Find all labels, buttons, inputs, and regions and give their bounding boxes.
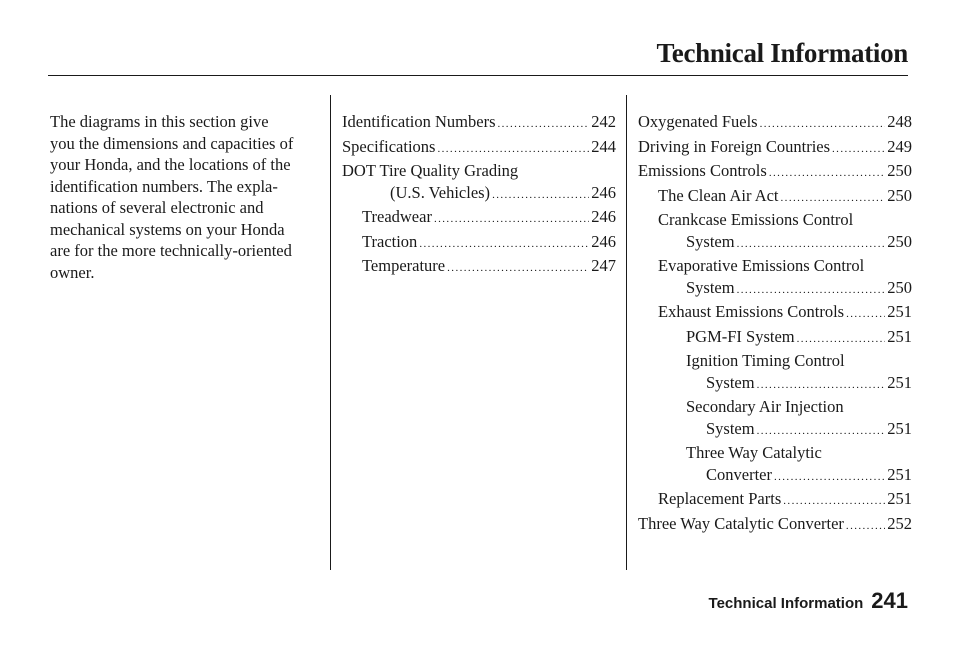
dot-leader bbox=[846, 516, 885, 538]
toc-entry-ignition-system[interactable] bbox=[638, 372, 912, 397]
toc-page-number: 249 bbox=[887, 136, 912, 156]
toc-page-number: 248 bbox=[887, 112, 912, 131]
toc-entry-label: Treadwear bbox=[362, 207, 432, 226]
dot-leader bbox=[757, 375, 886, 397]
toc-entry-label: Temperature bbox=[362, 256, 446, 275]
toc-heading-dot-tire-grading: DOT Tire Quality Grading bbox=[342, 161, 519, 180]
intro-line: mechanical systems on your Honda bbox=[50, 219, 285, 239]
toc-page-number: 251 bbox=[887, 302, 912, 321]
toc-heading-crankcase: Crankcase Emissions Control bbox=[658, 210, 854, 229]
toc-entry-clean-air-act[interactable] bbox=[638, 185, 912, 210]
toc-heading-three-way: Three Way Catalytic bbox=[686, 443, 822, 462]
intro-line: identification numbers. The expla- bbox=[50, 176, 278, 196]
toc-entry-label: System bbox=[686, 231, 735, 251]
toc-entry-label: PGM-FI System bbox=[686, 326, 795, 346]
toc-entry-oxygenated-fuels[interactable] bbox=[638, 111, 912, 136]
toc-entry-label: The Clean Air Act bbox=[658, 185, 779, 205]
dot-leader bbox=[492, 185, 589, 207]
column-divider bbox=[330, 95, 331, 570]
toc-entry-label: System bbox=[686, 277, 735, 297]
toc-entry-specifications[interactable] bbox=[342, 136, 616, 161]
toc-entry-label: Traction bbox=[362, 231, 418, 251]
toc-page-number: 250 bbox=[887, 161, 912, 180]
dot-leader bbox=[774, 467, 885, 489]
toc-entry-pgm-fi[interactable] bbox=[638, 326, 912, 351]
intro-line: nations of several electronic and bbox=[50, 198, 264, 217]
dot-leader bbox=[437, 139, 589, 161]
toc-heading-evaporative: Evaporative Emissions Control bbox=[658, 256, 865, 275]
toc-entry-crankcase-system[interactable] bbox=[638, 231, 912, 256]
toc-entry-label: (U.S. Vehicles) bbox=[390, 182, 491, 202]
toc-heading-ignition-timing: Ignition Timing Control bbox=[686, 351, 845, 370]
toc-entry-label: Replacement Parts bbox=[658, 489, 782, 508]
toc-entry-replacement-parts[interactable] bbox=[638, 488, 912, 513]
dot-leader bbox=[737, 280, 886, 302]
toc-entry-treadwear[interactable] bbox=[342, 206, 616, 231]
column-divider bbox=[626, 95, 627, 570]
toc-entry-evaporative-system[interactable] bbox=[638, 277, 912, 302]
dot-leader bbox=[757, 421, 886, 443]
dot-leader bbox=[797, 329, 886, 351]
page-footer bbox=[709, 588, 908, 614]
toc-page-number: 244 bbox=[591, 136, 616, 156]
toc-entry-driving-foreign[interactable] bbox=[638, 136, 912, 161]
dot-leader bbox=[783, 491, 885, 513]
toc-entry-label: Exhaust Emissions Controls bbox=[658, 302, 845, 321]
toc-entry-converter[interactable] bbox=[638, 464, 912, 489]
toc-page-number: 250 bbox=[887, 185, 912, 205]
toc-entry-temperature[interactable] bbox=[342, 255, 616, 280]
toc-page-number: 247 bbox=[591, 256, 616, 275]
toc-page-number: 246 bbox=[591, 207, 616, 226]
dot-leader bbox=[419, 234, 589, 256]
toc-page-number: 251 bbox=[887, 464, 912, 484]
dot-leader bbox=[832, 139, 885, 161]
toc-page-number: 251 bbox=[887, 418, 912, 438]
toc-entry-label: Three Way Catalytic Converter bbox=[638, 513, 844, 533]
toc-entry-exhaust-emissions[interactable] bbox=[638, 301, 912, 326]
toc-entry-label: Converter bbox=[706, 464, 772, 484]
toc-entry-label: Oxygenated Fuels bbox=[638, 112, 758, 131]
page-title: Technical Information bbox=[656, 38, 908, 68]
intro-line: The diagrams in this section give bbox=[50, 112, 269, 131]
toc-page-number: 250 bbox=[887, 277, 912, 297]
dot-leader bbox=[846, 304, 885, 326]
toc-column-2 bbox=[638, 111, 912, 537]
toc-page-number: 251 bbox=[887, 372, 912, 392]
toc-entry-label: Specifications bbox=[342, 136, 436, 156]
toc-page-number: 251 bbox=[887, 489, 912, 508]
footer-page-number: 241 bbox=[871, 588, 908, 613]
toc-page-number: 246 bbox=[591, 231, 616, 251]
dot-leader bbox=[760, 114, 886, 136]
toc-entry-label: System bbox=[706, 372, 755, 392]
footer-section-title: Technical Information bbox=[708, 595, 864, 612]
toc-page-number: 251 bbox=[887, 326, 912, 346]
toc-page-number: 250 bbox=[887, 231, 912, 251]
toc-entry-label: Driving in Foreign Countries bbox=[638, 136, 831, 156]
dot-leader bbox=[447, 258, 589, 280]
toc-entry-label: Identification Numbers bbox=[342, 112, 496, 131]
toc-entry-traction[interactable] bbox=[342, 231, 616, 256]
toc-page-number: 246 bbox=[591, 182, 616, 202]
toc-entry-label: System bbox=[706, 418, 755, 438]
intro-paragraph bbox=[50, 111, 318, 283]
toc-entry-us-vehicles[interactable] bbox=[342, 182, 616, 207]
toc-entry-label: Emissions Controls bbox=[638, 161, 767, 180]
toc-column-1 bbox=[342, 111, 616, 280]
intro-line: are for the more technically-oriented bbox=[50, 241, 292, 260]
dot-leader bbox=[769, 163, 885, 185]
dot-leader bbox=[737, 234, 886, 256]
toc-heading-secondary-air: Secondary Air Injection bbox=[686, 397, 844, 416]
toc-entry-emissions-controls[interactable] bbox=[638, 160, 912, 185]
toc-entry-identification-numbers[interactable] bbox=[342, 111, 616, 136]
dot-leader bbox=[781, 188, 886, 210]
dot-leader bbox=[434, 209, 589, 231]
header-rule bbox=[48, 75, 908, 76]
dot-leader bbox=[498, 114, 590, 136]
intro-line: owner. bbox=[50, 262, 95, 282]
toc-page-number: 252 bbox=[887, 513, 912, 533]
toc-entry-secondary-air-system[interactable] bbox=[638, 418, 912, 443]
intro-line: you the dimensions and capacities of bbox=[50, 133, 294, 153]
toc-entry-three-way-converter[interactable] bbox=[638, 513, 912, 538]
intro-line: your Honda, and the locations of the bbox=[50, 155, 291, 174]
toc-page-number: 242 bbox=[591, 112, 616, 131]
